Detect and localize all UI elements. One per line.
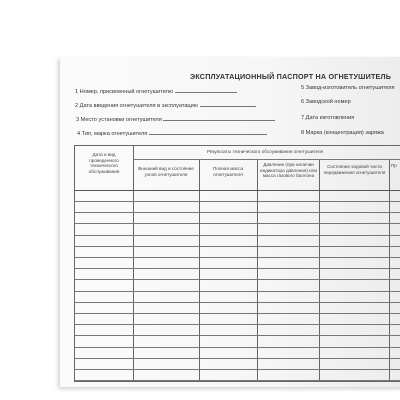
table-row — [75, 324, 400, 325]
document-title: ЭКСПЛУАТАЦИОННЫЙ ПАСПОРТ НА ОГНЕТУШИТЕЛЬ — [190, 72, 392, 81]
field-underline — [163, 115, 275, 121]
field-type-model — [77, 129, 267, 137]
field-charge-brand: 8 Марка (концентрация) заряжа — [301, 130, 384, 136]
table-row — [75, 223, 400, 224]
field-serial-number: 6 Заводской номер — [301, 99, 351, 105]
column-divider — [389, 160, 390, 381]
header-full-mass: Полная масса огнетушителя — [212, 166, 244, 177]
header-date-and-type: Дата и вид проведенного технического обслуживания — [88, 152, 120, 174]
group-header-divider — [133, 159, 400, 160]
table-row — [75, 313, 400, 314]
maintenance-table — [74, 145, 400, 382]
field-label: 2 Дата введения огнетушителя в эксплуатацию — [75, 103, 198, 109]
table-row — [75, 212, 400, 213]
table-row — [75, 302, 400, 303]
header-bottom-divider — [75, 190, 400, 191]
table-row — [75, 369, 400, 370]
table-row — [75, 380, 400, 381]
field-underline — [200, 101, 256, 107]
field-install-location — [76, 115, 275, 123]
table-row — [75, 279, 400, 280]
table-row — [75, 201, 400, 202]
header-appearance: Внешний вид и состояние узлов огнетушителя — [138, 166, 194, 177]
table-row — [75, 358, 400, 359]
table-row — [75, 268, 400, 269]
column-divider — [257, 160, 258, 381]
field-underline — [149, 129, 267, 135]
header-pressure: Давление (при наличии индикатора давления) или масса газового баллона — [260, 162, 317, 179]
field-manufacturer: 5 Завод-изготовитель огнетушителя — [301, 85, 395, 91]
column-divider — [319, 160, 320, 381]
field-label: 3 Место установки огнетушителя — [76, 117, 162, 123]
field-label: 4 Тип, марка огнетушителя — [77, 131, 148, 137]
table-row — [75, 246, 400, 247]
field-extinguisher-number — [75, 87, 237, 95]
field-underline — [175, 87, 237, 93]
passport-page — [60, 57, 400, 387]
table-row — [75, 291, 400, 292]
table-row — [75, 235, 400, 236]
table-row — [75, 347, 400, 348]
header-next-column: Пр — [391, 163, 397, 168]
header-chassis-state: Состояние ходовой части передвижения огнетушителя — [323, 164, 386, 175]
field-label: 1 Номер, присвоенный огнетушителю — [75, 89, 174, 95]
table-row — [75, 335, 400, 336]
field-commission-date — [75, 101, 256, 109]
field-manufacture-date: 7 Дата изготовления — [301, 115, 355, 121]
header-results-group: Результаты технического обслуживания огнетушителя — [206, 149, 324, 154]
table-row — [75, 257, 400, 258]
column-divider — [199, 160, 200, 381]
